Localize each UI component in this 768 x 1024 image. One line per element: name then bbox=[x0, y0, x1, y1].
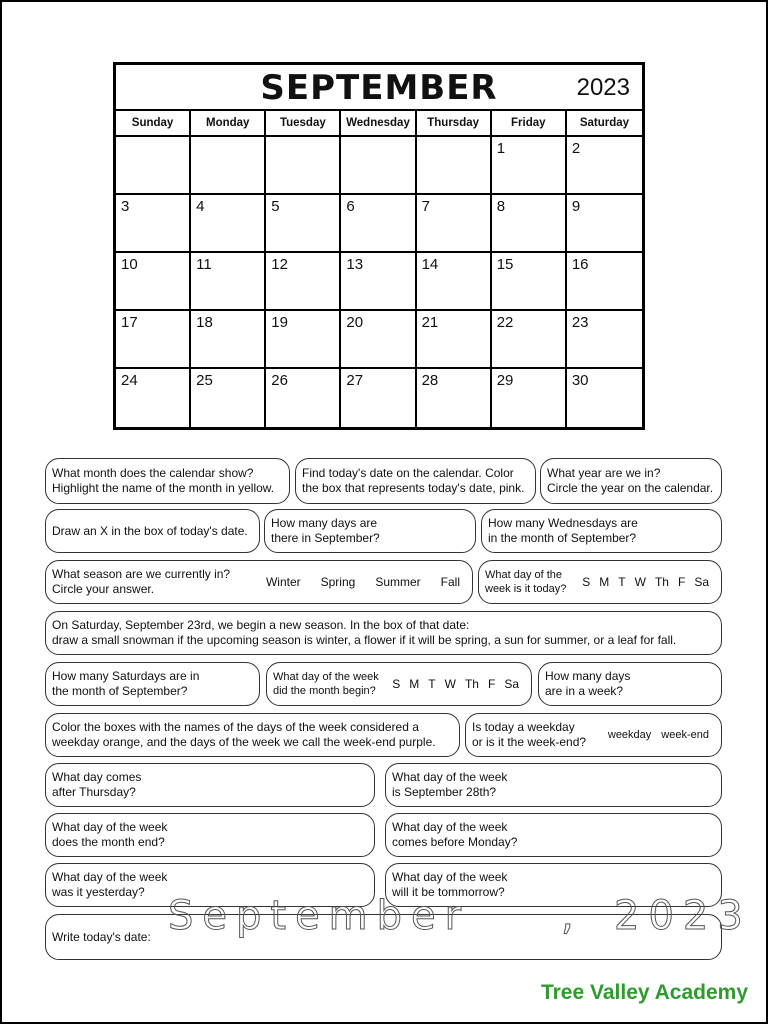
calendar-day-cell[interactable]: 4 bbox=[191, 195, 266, 253]
calendar-grid bbox=[116, 137, 642, 427]
calendar-weekday-row bbox=[116, 111, 642, 137]
day-option-th[interactable]: Th bbox=[654, 574, 669, 589]
calendar-day-cell[interactable]: 10 bbox=[116, 253, 191, 311]
begin-option-m[interactable]: M bbox=[409, 676, 420, 691]
calendar-day-cell[interactable]: 30 bbox=[571, 372, 589, 389]
write-date-box[interactable] bbox=[45, 893, 752, 960]
question-day-today[interactable] bbox=[478, 560, 722, 604]
calendar-day-cell[interactable] bbox=[417, 137, 492, 195]
calendar bbox=[113, 62, 645, 430]
question-days-in-week[interactable] bbox=[538, 662, 722, 706]
begin-option-t[interactable]: T bbox=[428, 676, 436, 691]
trace-month[interactable]: September bbox=[168, 893, 471, 939]
question-yesterday-text: What day of the week was it yesterday? bbox=[52, 870, 168, 899]
begin-option-s[interactable]: S bbox=[392, 676, 401, 691]
calendar-day-cell[interactable]: 6 bbox=[341, 195, 416, 253]
calendar-day-cell[interactable] bbox=[191, 137, 266, 195]
weekday-thursday[interactable]: Thursday bbox=[417, 111, 492, 135]
day-option-sa[interactable]: Sa bbox=[694, 574, 709, 589]
question-today-color[interactable] bbox=[295, 458, 536, 504]
calendar-day-cell[interactable]: 19 bbox=[266, 311, 341, 369]
day-today-options bbox=[582, 575, 715, 590]
calendar-year[interactable]: 2023 bbox=[576, 74, 630, 101]
question-tomorrow-text: What day of the week will it be tommorrow? bbox=[392, 870, 508, 899]
season-option-fall[interactable]: Fall bbox=[440, 574, 460, 589]
begin-option-f[interactable]: F bbox=[487, 676, 496, 691]
question-days-in-september-text: How many days are there in September? bbox=[271, 516, 380, 545]
calendar-day-cell[interactable]: 3 bbox=[116, 195, 191, 253]
season-option-spring[interactable]: Spring bbox=[320, 574, 356, 589]
calendar-day-cell[interactable]: 5 bbox=[266, 195, 341, 253]
day-option-m[interactable]: M bbox=[599, 574, 610, 589]
month-begin-options bbox=[392, 677, 525, 692]
question-new-season-text: On Saturday, September 23rd, we begin a new season. In the box of that date: draw a small snowman if the upcoming season is winter, a flower if it will be spring, a sun for summer, or a leaf for fall. bbox=[52, 618, 677, 647]
day-option-t[interactable]: T bbox=[618, 574, 626, 589]
calendar-day-cell[interactable]: 14 bbox=[417, 253, 492, 311]
calendar-day-cell[interactable]: 26 bbox=[266, 369, 341, 427]
write-date-label: Write today's date: bbox=[52, 929, 151, 944]
question-september-28[interactable] bbox=[385, 763, 722, 807]
weekday-monday[interactable]: Monday bbox=[191, 111, 266, 135]
question-draw-x-text: Draw an X in the box of today's date. bbox=[52, 523, 248, 538]
day-option-w[interactable]: W bbox=[634, 574, 646, 589]
weekday-tuesday[interactable]: Tuesday bbox=[266, 111, 341, 135]
calendar-day-cell[interactable]: 21 bbox=[417, 311, 492, 369]
calendar-day-cell[interactable] bbox=[266, 137, 341, 195]
calendar-day-cell[interactable]: 2 bbox=[567, 137, 642, 195]
calendar-day-cell[interactable]: 13 bbox=[341, 253, 416, 311]
question-month-end[interactable] bbox=[45, 813, 375, 857]
calendar-header bbox=[116, 65, 642, 111]
weekday-wednesday[interactable]: Wednesday bbox=[341, 111, 416, 135]
question-month-begin-text: What day of the week did the month begin? bbox=[273, 671, 379, 697]
begin-option-sa[interactable]: Sa bbox=[504, 676, 519, 691]
calendar-day-cell[interactable]: 23 bbox=[567, 311, 642, 369]
question-before-monday[interactable] bbox=[385, 813, 722, 857]
question-saturdays[interactable] bbox=[45, 662, 260, 706]
day-option-f[interactable]: F bbox=[677, 574, 686, 589]
calendar-month[interactable]: SEPTEMBER bbox=[260, 68, 498, 108]
question-draw-x[interactable] bbox=[45, 509, 260, 553]
question-day-today-text: What day of the week is it today? bbox=[485, 569, 567, 595]
weekday-saturday[interactable]: Saturday bbox=[579, 117, 630, 129]
question-month[interactable] bbox=[45, 458, 290, 504]
day-option-s[interactable]: S bbox=[582, 574, 591, 589]
question-after-thursday[interactable] bbox=[45, 763, 375, 807]
calendar-day-cell[interactable]: 16 bbox=[567, 253, 642, 311]
season-options bbox=[266, 575, 466, 590]
question-today-color-text: Find today's date on the calendar. Color the box that represents today's date, pink. bbox=[302, 466, 525, 495]
question-color-weekdays[interactable] bbox=[45, 713, 460, 757]
calendar-day-cell[interactable]: 22 bbox=[492, 311, 567, 369]
calendar-day-cell[interactable]: 8 bbox=[492, 195, 567, 253]
brand-name[interactable]: Tree Valley Academy bbox=[540, 981, 748, 1004]
question-year-text: What year are we in? Circle the year on the calendar. bbox=[547, 466, 714, 495]
question-after-thursday-text: What day comes after Thursday? bbox=[52, 770, 142, 799]
question-before-monday-text: What day of the week comes before Monday? bbox=[392, 820, 518, 849]
calendar-day-cell[interactable] bbox=[116, 137, 191, 195]
trace-year[interactable]: 2023 bbox=[614, 893, 752, 939]
weekday-weekend-options bbox=[608, 728, 715, 743]
question-saturdays-text: How many Saturdays are in the month of September? bbox=[52, 669, 200, 698]
calendar-day-cell[interactable]: 29 bbox=[492, 369, 567, 427]
calendar-day-cell[interactable]: 15 bbox=[492, 253, 567, 311]
option-week-end[interactable]: week-end bbox=[661, 728, 709, 741]
question-month-end-text: What day of the week does the month end? bbox=[52, 820, 168, 849]
question-september-28-text: What day of the week is September 28th? bbox=[392, 770, 508, 799]
question-season-text: What season are we currently in? Circle your answer. bbox=[52, 567, 231, 596]
calendar-day-cell[interactable]: 20 bbox=[341, 311, 416, 369]
begin-option-th[interactable]: Th bbox=[464, 676, 479, 691]
begin-option-w[interactable]: W bbox=[444, 676, 456, 691]
question-season[interactable] bbox=[45, 560, 473, 604]
calendar-day-cell[interactable]: 27 bbox=[341, 369, 416, 427]
question-wednesdays-text: How many Wednesdays are in the month of September? bbox=[488, 516, 638, 545]
weekday-sunday[interactable]: Sunday bbox=[116, 111, 191, 135]
question-month-begin[interactable] bbox=[266, 662, 532, 706]
calendar-day-cell[interactable]: 11 bbox=[191, 253, 266, 311]
calendar-day-cell[interactable]: 1 bbox=[492, 137, 567, 195]
option-weekday[interactable]: weekday bbox=[607, 728, 652, 741]
trace-comma[interactable]: , bbox=[561, 893, 583, 939]
calendar-day-cell[interactable]: 9 bbox=[567, 195, 642, 253]
question-new-season[interactable] bbox=[45, 611, 722, 655]
question-month-text: What month does the calendar show? Highlight the name of the month in yellow. bbox=[52, 466, 275, 495]
question-year[interactable] bbox=[540, 458, 722, 504]
calendar-day-cell[interactable]: 7 bbox=[417, 195, 492, 253]
question-color-weekdays-text: Color the boxes with the names of the days of the week considered a weekday orange, and the days of the week we call the week-end purple. bbox=[52, 720, 436, 749]
calendar-day-cell[interactable]: 25 bbox=[191, 369, 266, 427]
question-weekday-or-weekend[interactable] bbox=[465, 713, 722, 757]
weekday-friday[interactable]: Friday bbox=[492, 111, 567, 135]
calendar-day-cell[interactable] bbox=[341, 137, 416, 195]
question-days-in-week-text: How many days are in a week? bbox=[545, 669, 631, 698]
season-option-summer[interactable]: Summer bbox=[375, 574, 421, 589]
calendar-day-cell[interactable]: 28 bbox=[417, 369, 492, 427]
question-days-in-september[interactable] bbox=[264, 509, 476, 553]
calendar-day-cell[interactable]: 24 bbox=[116, 369, 191, 427]
season-option-winter[interactable]: Winter bbox=[265, 574, 301, 589]
question-weekday-or-weekend-text: Is today a weekday or is it the week-end? bbox=[472, 720, 587, 749]
question-wednesdays[interactable] bbox=[481, 509, 722, 553]
calendar-day-cell[interactable]: 17 bbox=[116, 311, 191, 369]
calendar-day-cell[interactable]: 12 bbox=[266, 253, 341, 311]
calendar-day-cell[interactable]: 18 bbox=[191, 311, 266, 369]
